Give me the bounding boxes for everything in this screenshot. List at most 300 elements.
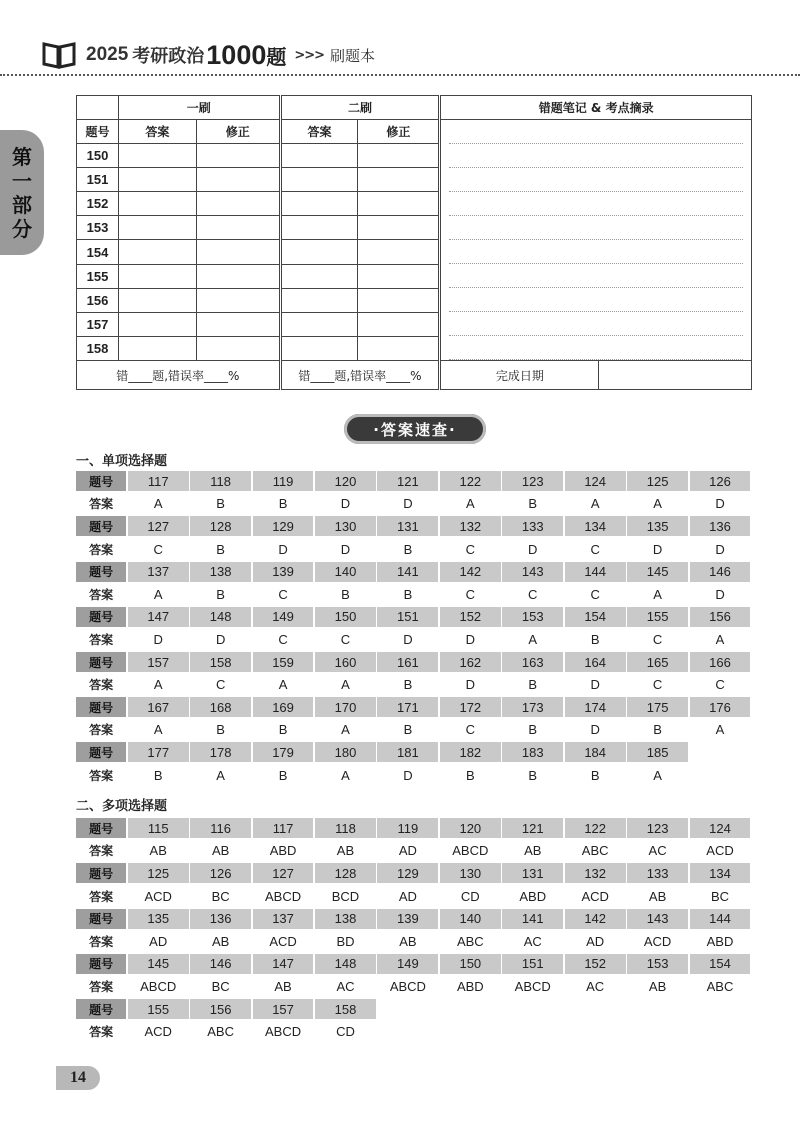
question-number-cell: 153	[627, 954, 688, 974]
completion-date-label: 完成日期	[441, 361, 599, 389]
answer-cell	[377, 1022, 438, 1042]
answer-cell[interactable]	[118, 192, 196, 216]
question-number-cell: 154	[690, 954, 751, 974]
question-number-cell: 172	[440, 697, 501, 717]
answer-label: 答案	[89, 632, 114, 647]
practice-record-table	[76, 95, 752, 390]
question-number-cell: 151	[502, 954, 563, 974]
question-number-cell: 155	[128, 999, 189, 1019]
question-number-cell: 152	[565, 954, 626, 974]
question-number-cell: 141	[502, 909, 563, 929]
fix-cell[interactable]	[358, 216, 440, 240]
question-number-cell: 175	[627, 697, 688, 717]
question-label: 题号	[76, 909, 126, 929]
side-tab-char: 一	[12, 168, 32, 193]
fix-cell[interactable]	[196, 336, 280, 360]
fix-cell[interactable]	[196, 312, 280, 336]
question-number-cell: 122	[565, 818, 626, 838]
answer-cell: AC	[523, 933, 542, 949]
answer-cell: D	[153, 631, 163, 647]
answer-cell: D	[278, 541, 288, 557]
header-subject: 考研政治	[132, 46, 205, 67]
answer-cell: ACD	[706, 843, 734, 859]
answer-cell: B	[403, 677, 413, 693]
question-number-cell: 133	[627, 863, 688, 883]
answer-cell[interactable]	[118, 168, 196, 192]
question-number-cell: 168	[190, 697, 251, 717]
answer-cell: ACD	[144, 1024, 172, 1040]
fix-cell[interactable]	[358, 168, 440, 192]
question-number: 154	[77, 240, 119, 264]
answer-cell: AB	[399, 933, 417, 949]
answer-cell: AB	[524, 843, 542, 859]
completion-date-field[interactable]	[599, 361, 751, 389]
answer-cell: ABD	[519, 888, 547, 904]
question-label: 题号	[76, 742, 126, 762]
question-number-cell: 128	[190, 516, 251, 536]
answer-cell: D	[715, 541, 725, 557]
answer-cell: B	[465, 767, 475, 783]
question-label: 题号	[76, 471, 126, 491]
answer-cell[interactable]	[118, 336, 196, 360]
col-fix-header: 修正	[358, 120, 440, 144]
answer-cell: A	[153, 722, 163, 738]
answer-cell: C	[465, 586, 476, 602]
question-number-cell: 120	[440, 818, 501, 838]
question-number-cell: 124	[690, 818, 751, 838]
question-number-cell: 170	[315, 697, 376, 717]
answer-cell: A	[653, 586, 662, 602]
answer-cell: C	[215, 677, 226, 693]
answer-cell: C	[652, 631, 663, 647]
question-number-cell: 126	[690, 471, 751, 491]
answer-cell: C	[278, 631, 288, 647]
question-number-cell: 143	[502, 562, 563, 582]
answer-cell: AD	[586, 933, 605, 949]
answer-cell[interactable]	[118, 288, 196, 312]
question-number-cell	[440, 999, 501, 1019]
answer-label: 答案	[89, 768, 114, 783]
question-label: 题号	[76, 954, 126, 974]
question-number-cell: 135	[128, 909, 189, 929]
question-number-cell: 181	[377, 742, 438, 762]
question-number-cell: 130	[315, 516, 376, 536]
answer-cell: B	[278, 496, 288, 512]
answer-label: 答案	[89, 1025, 114, 1040]
answer-cell: B	[216, 722, 225, 738]
answer-cell[interactable]	[280, 192, 358, 216]
answer-cell: ACD	[269, 933, 297, 949]
answer-cell: BC	[211, 978, 230, 994]
answer-cell: ABCD	[264, 888, 302, 904]
answer-quick-check-banner: ·答案速查·	[344, 414, 486, 444]
fix-cell[interactable]	[196, 240, 280, 264]
question-number: 156	[77, 288, 119, 312]
question-number-cell: 149	[377, 954, 438, 974]
answer-cell: ABCD	[264, 1024, 302, 1040]
answer-cell[interactable]	[118, 216, 196, 240]
answer-cell[interactable]	[118, 240, 196, 264]
question-label: 题号	[76, 999, 126, 1019]
fix-cell[interactable]	[358, 264, 440, 288]
question-number: 155	[77, 264, 119, 288]
answer-row	[76, 538, 752, 561]
header-arrows: >>>	[294, 47, 325, 63]
question-number-row	[76, 998, 752, 1021]
question-label: 题号	[76, 818, 126, 838]
answer-cell: D	[215, 631, 226, 647]
fix-cell[interactable]	[358, 192, 440, 216]
fix-cell[interactable]	[196, 192, 280, 216]
fix-cell[interactable]	[196, 288, 280, 312]
question-number-cell: 119	[253, 471, 314, 491]
question-number-cell: 138	[315, 909, 376, 929]
question-number: 157	[77, 312, 119, 336]
question-number-cell: 146	[690, 562, 751, 582]
question-label: 题号	[76, 697, 126, 717]
answer-cell: D	[340, 496, 351, 512]
answer-label: 答案	[89, 979, 114, 994]
question-number-cell: 118	[190, 471, 251, 491]
answer-cell: B	[403, 541, 413, 557]
col-answer-header: 答案	[118, 120, 196, 144]
answer-cell[interactable]	[280, 216, 358, 240]
answer-cell[interactable]	[280, 168, 358, 192]
question-number: 152	[77, 192, 119, 216]
question-number-cell	[690, 999, 751, 1019]
question-number-cell: 136	[690, 516, 751, 536]
question-number-cell: 167	[128, 697, 189, 717]
answer-cell: AB	[211, 843, 230, 859]
answer-cell: ABC	[581, 843, 609, 859]
answer-row	[76, 493, 752, 516]
question-number-cell: 148	[315, 954, 376, 974]
question-number-cell: 142	[565, 909, 626, 929]
question-number-cell: 157	[253, 999, 314, 1019]
answer-row	[76, 673, 752, 696]
answer-cell: B	[528, 767, 538, 783]
question-number-cell	[377, 999, 438, 1019]
question-label: 题号	[76, 863, 126, 883]
answer-cell: B	[278, 722, 288, 738]
round2-header: 二刷	[280, 96, 440, 120]
header-ti: 题	[266, 44, 287, 69]
question-number-cell: 132	[440, 516, 501, 536]
question-number-cell: 178	[190, 742, 251, 762]
answer-cell[interactable]	[118, 144, 196, 168]
question-number-cell: 177	[128, 742, 189, 762]
question-number-cell: 174	[565, 697, 626, 717]
question-label: 题号	[76, 607, 126, 627]
answer-cell: B	[216, 541, 225, 557]
answer-cell: BCD	[331, 888, 360, 904]
answer-cell: ACD	[581, 888, 609, 904]
answer-cell: ABC	[456, 933, 484, 949]
question-number-cell: 183	[502, 742, 563, 762]
answer-label: 答案	[89, 844, 114, 859]
answer-cell: C	[153, 541, 163, 557]
answer-cell: A	[590, 496, 600, 512]
question-number-cell: 158	[190, 652, 251, 672]
fix-cell[interactable]	[196, 144, 280, 168]
notes-area[interactable]	[440, 120, 752, 361]
answer-cell: A	[153, 586, 163, 602]
answer-cell: D	[340, 541, 351, 557]
question-number-cell: 122	[440, 471, 501, 491]
answer-cell: ACD	[643, 933, 672, 949]
question-number-cell: 118	[315, 818, 376, 838]
question-number-cell: 180	[315, 742, 376, 762]
question-number-row	[76, 651, 752, 674]
answer-label: 答案	[89, 587, 114, 602]
answer-cell: A	[278, 677, 288, 693]
answer-cell: AB	[648, 888, 667, 904]
answer-cell: AB	[211, 933, 230, 949]
answer-cell[interactable]	[280, 264, 358, 288]
multi-choice-title: 二、多项选择题	[76, 799, 168, 814]
answer-cell: ABCD	[514, 978, 551, 994]
answer-label: 答案	[89, 678, 114, 693]
answer-cell: B	[653, 722, 662, 738]
page-header	[42, 38, 375, 72]
answer-cell: AB	[149, 843, 167, 859]
answer-cell: D	[715, 496, 725, 512]
answer-cell: BD	[336, 933, 355, 949]
answer-cell: AB	[274, 978, 292, 994]
question-number-cell: 136	[190, 909, 251, 929]
question-number-cell: 148	[190, 607, 251, 627]
question-number-cell: 120	[315, 471, 376, 491]
question-number-cell: 173	[502, 697, 563, 717]
answer-cell: ABD	[269, 843, 297, 859]
round1-stat[interactable]: 错____题,错误率____%	[77, 361, 281, 390]
answer-cell: A	[153, 496, 163, 512]
side-tab-char: 第	[12, 144, 32, 169]
answer-cell: BC	[211, 888, 230, 904]
answer-label: 答案	[89, 934, 114, 949]
answer-row	[76, 583, 752, 606]
answer-cell: AC	[648, 843, 667, 859]
question-number-cell: 131	[502, 863, 563, 883]
question-label: 题号	[76, 516, 126, 536]
answer-cell: D	[528, 541, 538, 557]
question-number-cell: 162	[440, 652, 501, 672]
fix-cell[interactable]	[358, 144, 440, 168]
answer-cell: D	[403, 496, 413, 512]
corner-cell	[77, 96, 119, 120]
answer-cell[interactable]	[118, 312, 196, 336]
answer-cell: B	[528, 677, 538, 693]
question-number-row	[76, 907, 752, 930]
question-number-cell: 147	[128, 607, 189, 627]
answer-cell: BC	[710, 888, 730, 904]
answer-cell: ABCD	[140, 978, 177, 994]
answer-cell: AD	[149, 933, 168, 949]
fix-cell[interactable]	[196, 216, 280, 240]
col-num-header: 题号	[77, 120, 119, 144]
answer-cell: ACD	[144, 888, 172, 904]
question-number-cell: 179	[253, 742, 314, 762]
answer-cell: D	[590, 677, 600, 693]
question-number-cell: 127	[253, 863, 314, 883]
fix-cell[interactable]	[358, 288, 440, 312]
question-number-cell: 153	[502, 607, 563, 627]
question-number-cell: 131	[377, 516, 438, 536]
answer-cell: B	[153, 767, 163, 783]
question-number: 153	[77, 216, 119, 240]
answer-cell: A	[528, 631, 538, 647]
answer-cell: B	[528, 722, 538, 738]
fix-cell[interactable]	[196, 264, 280, 288]
answer-row	[76, 930, 752, 953]
header-book-name: 刷题本	[330, 46, 376, 65]
answer-cell: ABC	[207, 1024, 234, 1040]
fix-cell[interactable]	[358, 240, 440, 264]
question-number-cell: 152	[440, 607, 501, 627]
question-number-cell: 140	[315, 562, 376, 582]
question-number-cell: 139	[377, 909, 438, 929]
answer-cell: A	[715, 722, 725, 738]
question-number-cell: 171	[377, 697, 438, 717]
answer-cell	[440, 1022, 501, 1042]
answer-cell: AD	[398, 888, 417, 904]
answer-cell: A	[216, 767, 225, 783]
answer-cell: CD	[336, 1024, 355, 1040]
answer-cell: AB	[648, 978, 667, 994]
answer-label: 答案	[89, 889, 114, 904]
question-number-cell: 150	[315, 607, 376, 627]
answer-row	[76, 840, 752, 863]
answer-cell: C	[340, 631, 351, 647]
answer-cell: A	[341, 722, 350, 738]
question-number-cell: 161	[377, 652, 438, 672]
question-number-cell: 132	[565, 863, 626, 883]
answer-cell[interactable]	[118, 264, 196, 288]
question-number-cell: 157	[128, 652, 189, 672]
side-tab-char: 部	[12, 192, 32, 217]
answer-cell: B	[403, 722, 413, 738]
question-number-cell: 151	[377, 607, 438, 627]
answer-cell[interactable]	[280, 312, 358, 336]
question-number-cell: 127	[128, 516, 189, 536]
question-number-cell: 124	[565, 471, 626, 491]
question-number-cell: 156	[690, 607, 751, 627]
question-number-cell: 126	[190, 863, 251, 883]
header-year: 2025	[86, 44, 129, 65]
fix-cell[interactable]	[196, 168, 280, 192]
fix-cell[interactable]	[358, 312, 440, 336]
answer-cell: A	[465, 496, 475, 512]
answer-cell: C	[652, 677, 663, 693]
answer-cell	[690, 1022, 751, 1042]
question-number-cell: 119	[377, 818, 438, 838]
answer-cell: B	[341, 586, 350, 602]
question-number-cell: 125	[128, 863, 189, 883]
answer-cell[interactable]	[280, 288, 358, 312]
question-number-cell: 129	[253, 516, 314, 536]
notes-header: 错题笔记 & 考点摘录	[440, 96, 752, 120]
answer-cell: B	[403, 586, 413, 602]
question-number-cell: 176	[690, 697, 751, 717]
question-number-cell: 159	[253, 652, 314, 672]
question-number-cell: 155	[627, 607, 688, 627]
answer-cell: ABC	[706, 978, 734, 994]
question-number-cell: 182	[440, 742, 501, 762]
fix-cell[interactable]	[358, 336, 440, 360]
answer-cell: D	[403, 631, 413, 647]
question-number-row	[76, 953, 752, 976]
question-number-cell: 139	[253, 562, 314, 582]
answer-cell: D	[465, 631, 476, 647]
answer-cell[interactable]	[280, 336, 358, 360]
question-number-cell: 121	[377, 471, 438, 491]
round2-stat[interactable]: 错____题,错误率____%	[280, 361, 440, 390]
answer-cell[interactable]	[280, 240, 358, 264]
answer-cell: D	[403, 767, 413, 783]
answer-cell: A	[341, 677, 350, 693]
answer-cell: B	[278, 767, 288, 783]
single-choice-grid	[76, 470, 752, 786]
question-number: 150	[77, 144, 119, 168]
question-number-cell	[627, 999, 688, 1019]
answer-row	[76, 764, 752, 787]
question-number-cell: 143	[627, 909, 688, 929]
side-tab-char: 分	[12, 216, 32, 241]
question-number-cell: 121	[502, 818, 563, 838]
answer-cell: A	[653, 496, 662, 512]
answer-cell: AC	[586, 978, 605, 994]
question-number-cell: 129	[377, 863, 438, 883]
question-number-cell: 137	[128, 562, 189, 582]
question-number-cell: 140	[440, 909, 501, 929]
answer-cell[interactable]	[280, 144, 358, 168]
answer-cell: C	[715, 677, 725, 693]
question-number-row	[76, 696, 752, 719]
answer-cell: B	[216, 496, 225, 512]
answer-cell: ABD	[456, 978, 484, 994]
question-number-cell: 184	[565, 742, 626, 762]
question-number-cell: 134	[690, 863, 751, 883]
question-number-cell: 145	[128, 954, 189, 974]
question-number-cell: 160	[315, 652, 376, 672]
answer-cell: C	[278, 586, 288, 602]
answer-label: 答案	[89, 542, 114, 557]
question-number-cell: 123	[502, 471, 563, 491]
answer-row	[76, 975, 752, 998]
header-divider	[0, 74, 800, 76]
answer-cell: D	[652, 541, 663, 557]
answer-cell: ABCD	[389, 978, 426, 994]
answer-cell: AC	[336, 978, 355, 994]
answer-cell: D	[590, 722, 600, 738]
question-number-cell: 135	[627, 516, 688, 536]
question-number-cell: 115	[128, 818, 189, 838]
answer-row	[76, 628, 752, 651]
header-count: 1000	[206, 39, 267, 70]
answer-cell: CD	[460, 888, 480, 904]
answer-cell	[690, 765, 751, 785]
question-number-cell: 142	[440, 562, 501, 582]
question-number-cell	[565, 999, 626, 1019]
answer-cell: B	[216, 586, 225, 602]
question-number-row	[76, 560, 752, 583]
question-number-cell: 117	[253, 818, 314, 838]
question-number-cell: 141	[377, 562, 438, 582]
question-number-cell: 145	[627, 562, 688, 582]
answer-cell: B	[590, 767, 600, 783]
answer-cell: C	[465, 541, 476, 557]
answer-cell: C	[590, 541, 600, 557]
